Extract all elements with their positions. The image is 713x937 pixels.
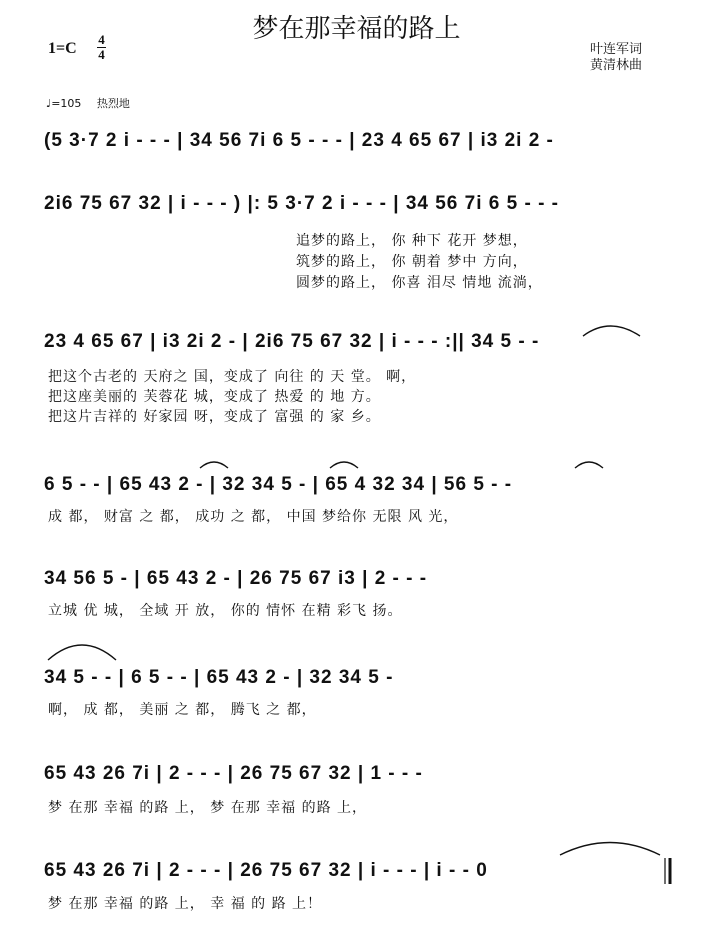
slur xyxy=(560,843,660,856)
notation-line-5: 34 56 5 - | 65 43 2 - | 26 75 67 i3 | 2 - - - xyxy=(44,568,428,589)
lyrics-line-3-verse-1: 把这个古老的 天府之 国，变成了 向往 的 天 堂。 啊， xyxy=(48,369,417,385)
slur xyxy=(583,326,640,336)
notation-line-1: (5 3·7 2 i - - - | 34 56 7i 6 5 - - - | 23 4 65 67 | i3 2i 2 - xyxy=(44,130,554,151)
lyrics-line-3-verse-2: 把这座美丽的 芙蓉花 城，变成了 热爱 的 地 方。 xyxy=(48,389,381,405)
lyrics-line-6: 啊， 成 都， 美丽 之 都， 腾飞 之 都， xyxy=(48,702,317,718)
notation-line-7: 65 43 26 7i | 2 - - - | 26 75 67 32 | 1 - - - xyxy=(44,763,423,784)
notation-line-4: 6 5 - - | 65 43 2 - | 32 34 5 - | 65 4 32 34 | 56 5 - - xyxy=(44,474,513,495)
lyrics-line-4: 成 都， 财富 之 都， 成功 之 都， 中国 梦给你 无限 风 光， xyxy=(48,509,459,525)
lyrics-line-7: 梦 在那 幸福 的路 上， 梦 在那 幸福 的路 上， xyxy=(48,800,368,816)
time-signature-top: 4 xyxy=(98,32,105,47)
slur xyxy=(48,645,116,660)
notation-line-6: 34 5 - - | 6 5 - - | 65 43 2 - | 32 34 5 - xyxy=(44,667,394,688)
tempo-expression: 热烈地 xyxy=(96,97,130,110)
lyrics-line-2-verse-1: 追梦的路上， 你 种下 花开 梦想， xyxy=(296,233,528,249)
tempo-marking xyxy=(46,95,130,111)
key-signature: 1=C xyxy=(48,40,77,57)
slur xyxy=(330,462,358,468)
lyrics-line-8: 梦 在那 幸福 的路 上， 幸 福 的 路 上！ xyxy=(48,896,323,912)
lyrics-line-2-verse-3: 圆梦的路上， 你喜 泪尽 情地 流淌， xyxy=(296,275,543,291)
time-signature-bottom: 4 xyxy=(98,47,105,62)
lyricist: 叶连军词 xyxy=(590,42,643,57)
song-title: 梦在那幸福的路上 xyxy=(252,14,461,44)
composer: 黄清林曲 xyxy=(590,58,643,73)
slur xyxy=(575,462,603,468)
tempo-mark: ♩=105 xyxy=(46,97,82,110)
lyrics-line-3-verse-3: 把这片吉祥的 好家园 呀，变成了 富强 的 家 乡。 xyxy=(48,409,381,425)
notation-line-3: 23 4 65 67 | i3 2i 2 - | 2i6 75 67 32 | i - - - :|| 34 5 - - xyxy=(44,331,540,352)
notation-line-8: 65 43 26 7i | 2 - - - | 26 75 67 32 | i - - - | i - - 0 xyxy=(44,860,488,881)
credits xyxy=(590,42,642,74)
time-signature xyxy=(97,33,106,61)
lyrics-line-2-verse-2: 筑梦的路上， 你 朝着 梦中 方向， xyxy=(296,254,528,270)
notation-line-2: 2i6 75 67 32 | i - - - ) |: 5 3·7 2 i - - - | 34 56 7i 6 5 - - - xyxy=(44,193,560,214)
lyrics-line-5: 立城 优 城， 全域 开 放， 你的 情怀 在精 彩飞 扬。 xyxy=(48,603,403,619)
slur xyxy=(200,462,228,468)
